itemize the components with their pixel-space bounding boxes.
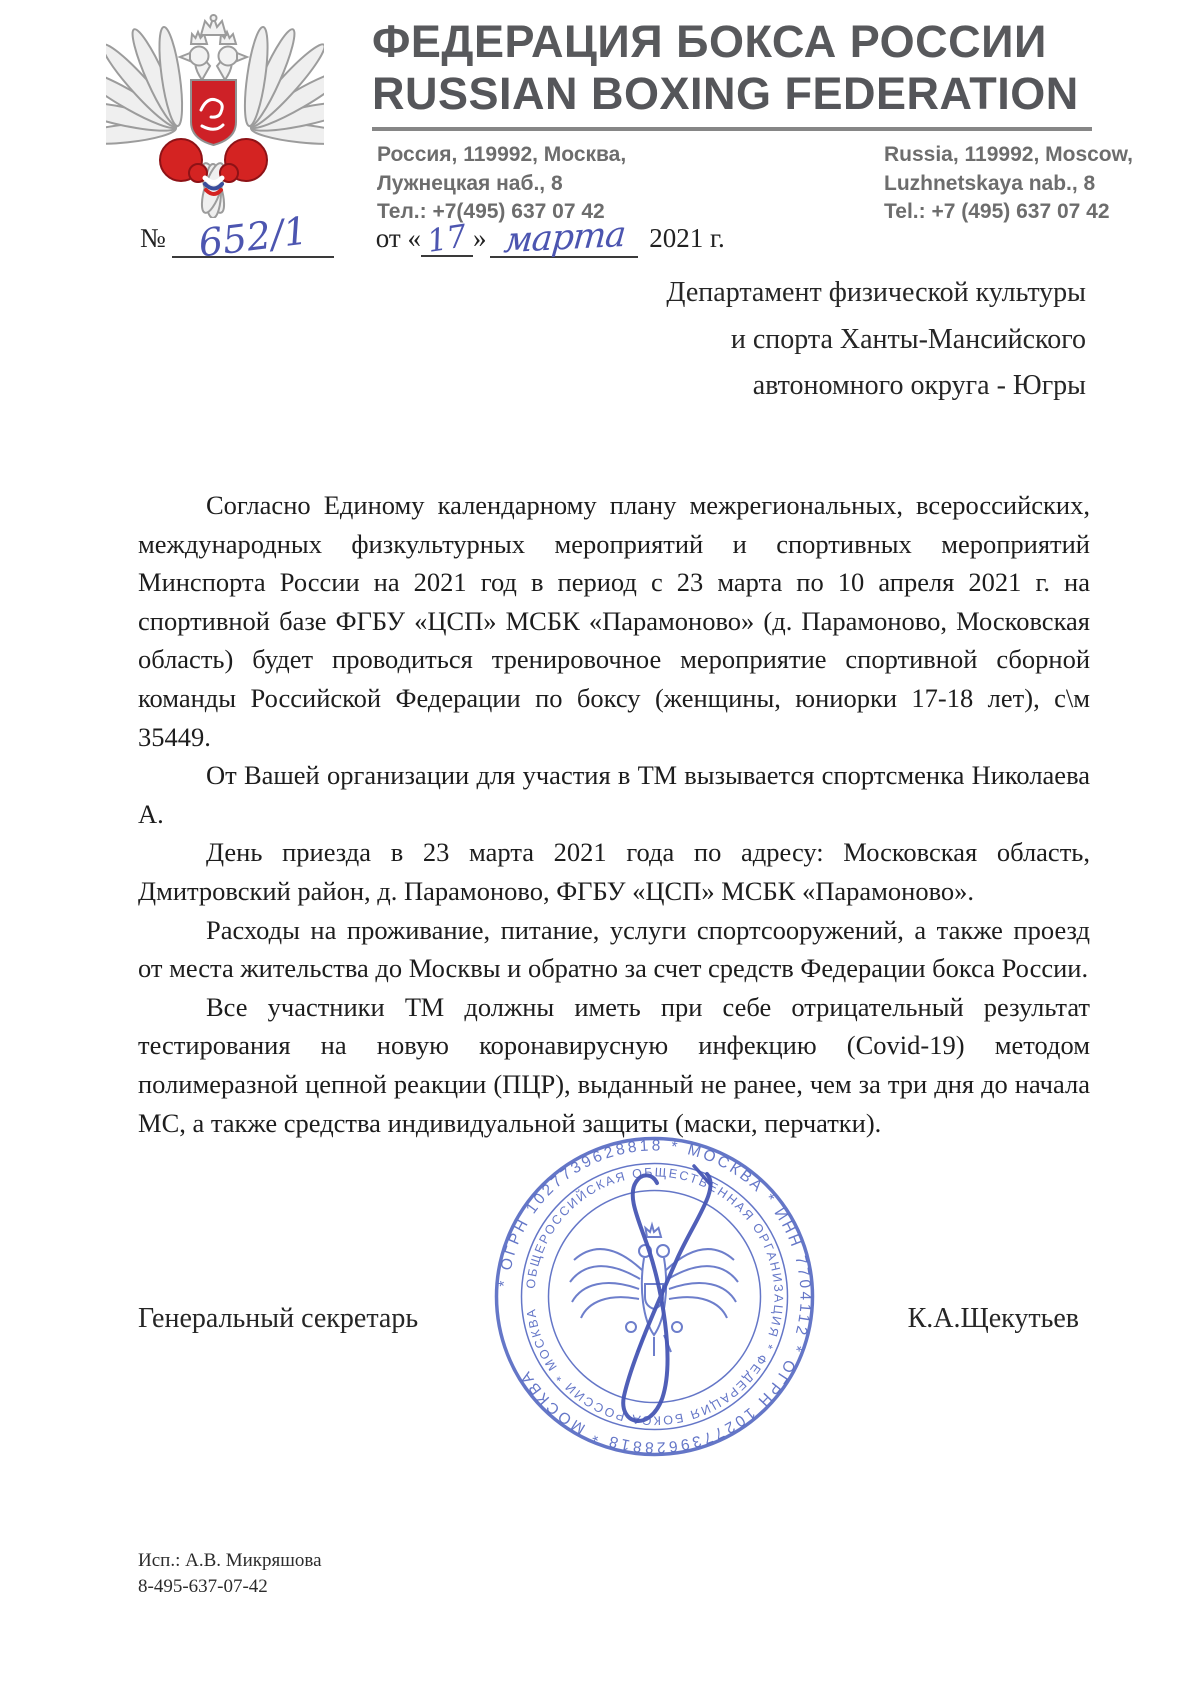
body-paragraph: Согласно Единому календарному плану межрегиональных, всероссийских, международных физкультурных мероприятий и спортивных мероприятий Минспорта России на 2021 год в период с 23 марта по 10 апреля 2021 г. на спортивной базе ФГБУ «ЦСП» МСБК «Парамоново» (д. Парамоново, Московская область) будет проводиться тренировочное мероприятие спортивной сборной команды Российской Федерации по боксу (женщины, юниорки 17-18 лет), с\м 35449. xyxy=(138,490,1090,752)
open-quote: « xyxy=(407,223,421,253)
stamp-eagle-icon xyxy=(570,1225,738,1356)
handwritten-day: 17 xyxy=(424,218,470,260)
address-en-line: Russia, 119992, Moscow, xyxy=(884,143,1134,166)
red-shield xyxy=(191,80,236,145)
address-ru-line: Россия, 119992, Москва, xyxy=(377,143,627,166)
svg-text:* ОГРН 1027739628818 * МОСКВА xyxy=(496,1137,814,1455)
header-divider xyxy=(372,127,1092,131)
svg-text:ОБЩЕРОССИЙСКАЯ ОБЩЕСТВЕННАЯ ОР xyxy=(524,1165,786,1427)
recipient-line: автономного округа - Югры xyxy=(752,370,1086,401)
official-round-stamp xyxy=(482,1124,827,1469)
executor-name: Исп.: А.В. Микряшова xyxy=(138,1550,322,1571)
recipient-line: Департамент физической культуры xyxy=(666,277,1086,308)
boxing-federation-eagle-emblem xyxy=(106,10,324,218)
date-preposition: от xyxy=(375,223,401,253)
letterhead xyxy=(372,16,1100,131)
handwritten-number: 652/1 xyxy=(196,208,311,266)
body-paragraph: День приезда в 23 марта 2021 года по адресу: Московская область, Дмитровский район, д. Парамоново, ФГБУ «ЦСП» МСБК «Парамоново». xyxy=(138,837,1090,906)
body-paragraph: Расходы на проживание, питание, услуги спортсооружений, а также проезд от места жительства до Москвы и обратно за счет средств Федерации бокса России. xyxy=(138,914,1090,984)
number-blank xyxy=(172,208,334,266)
body-paragraph: Все участники ТМ должны иметь при себе отрицательный результат тестирования на новую коронавирусную инфекцию (Covid-19) методом полимеразной цепной реакции (ПЦР), выданный не ранее, чем за три дня до начала МС, а также средства индивидуальной защиты (маски, перчатки). xyxy=(138,991,1090,1138)
day-blank xyxy=(421,218,473,260)
org-title-en: RUSSIAN BOXING FEDERATION xyxy=(372,68,1079,119)
signer-title: Генеральный секретарь xyxy=(138,1303,419,1334)
close-quote: » xyxy=(472,223,487,253)
stamp-outer-ring-text: * ОГРН 1027739628818 * МОСКВА * ИНН 7704112 * ОГРН 1027739628818 * МОСКВА xyxy=(495,1137,814,1456)
letter-body xyxy=(138,486,1090,1142)
recipient-line: и спорта Ханты-Мансийского xyxy=(730,323,1086,355)
executor-phone: 8-495-637-07-42 xyxy=(138,1576,268,1597)
month-blank xyxy=(490,214,638,262)
handwritten-month: марта xyxy=(501,214,627,262)
eagle-heads xyxy=(180,15,247,80)
stamp-inner-ring-text: ОБЩЕРОССИЙСКАЯ ОБЩЕСТВЕННАЯ ОРГАНИЗАЦИЯ * ФЕДЕРАЦИЯ БОКСА РОССИИ * МОСКВА xyxy=(523,1165,786,1428)
org-title-ru: ФЕДЕРАЦИЯ БОКСА РОССИИ xyxy=(372,16,1047,67)
signer-name: К.А.Щекутьев xyxy=(907,1303,1079,1334)
address-ru-line: Лужнецкая наб., 8 xyxy=(377,171,563,195)
year-label: 2021 г. xyxy=(649,223,725,253)
address-ru-line: Тел.: +7(495) 637 07 42 xyxy=(377,200,605,223)
address-en-line: Tel.: +7 (495) 637 07 42 xyxy=(884,200,1110,223)
address-en-line: Luzhnetskaya nab., 8 xyxy=(884,171,1096,195)
number-sign: № xyxy=(140,223,166,253)
body-paragraph: От Вашей организации для участия в ТМ вызывается спортсменка Николаева А. xyxy=(138,760,1090,829)
executor-block xyxy=(138,1548,322,1600)
address-english xyxy=(884,141,1133,227)
recipient-block xyxy=(666,270,1086,410)
